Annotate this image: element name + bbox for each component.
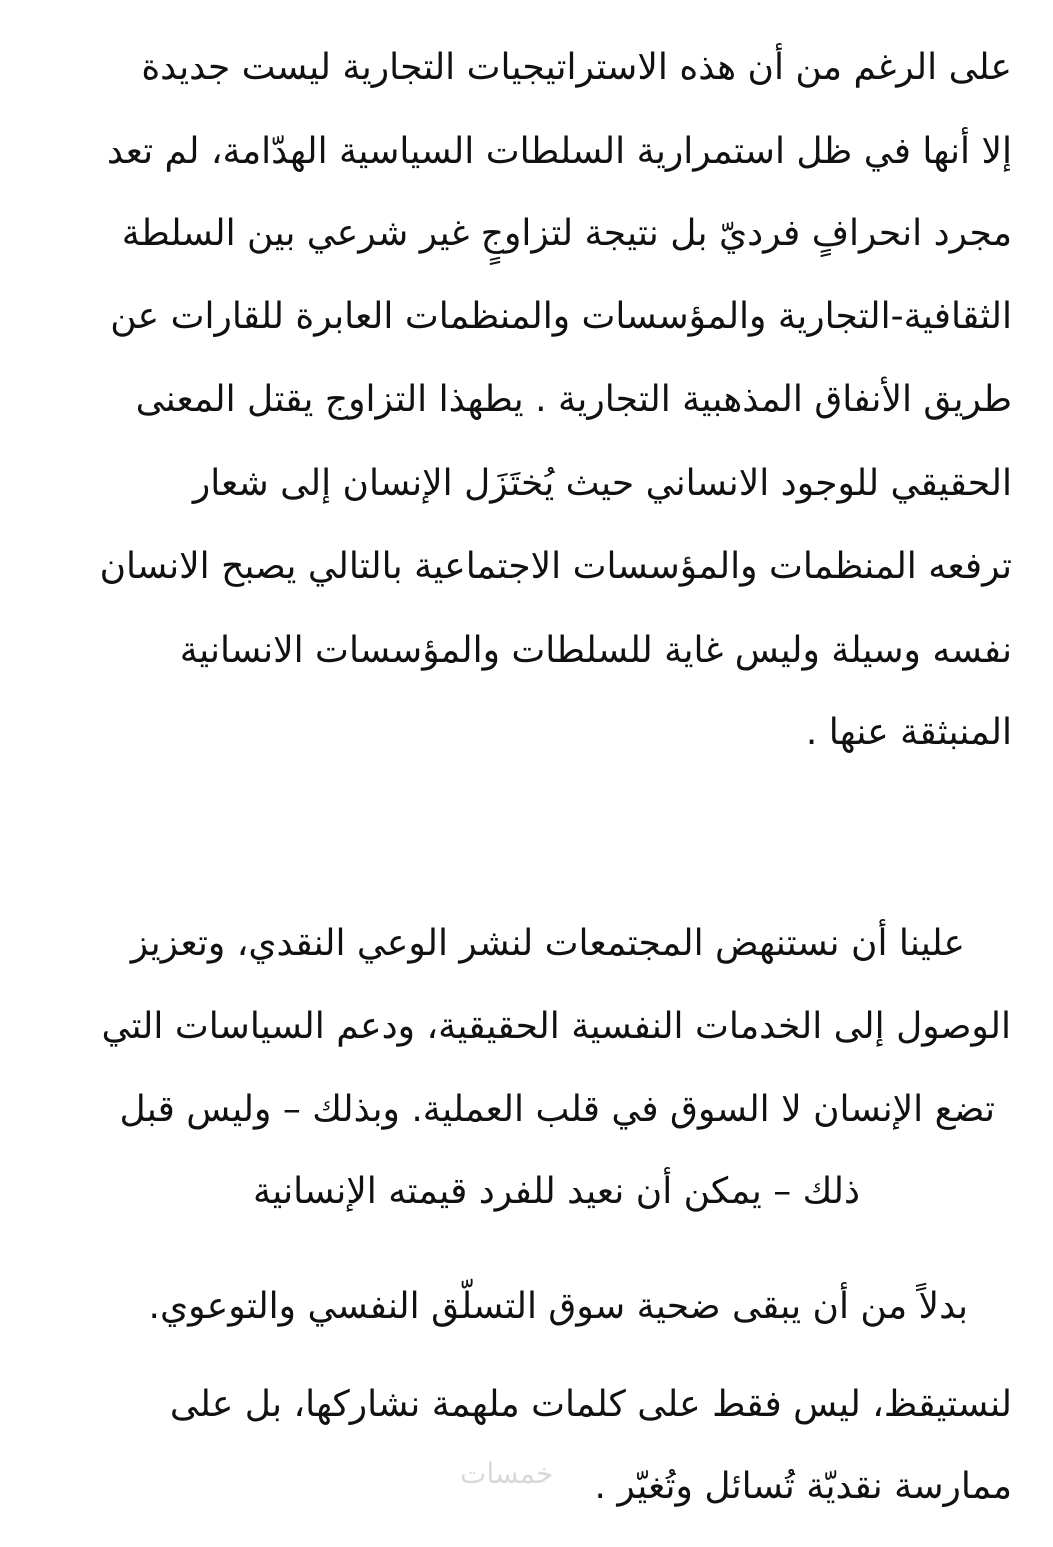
paragraph-line: ترفعه المنظمات والمؤسسات الاجتماعية بالتالي يصبح الانسان xyxy=(99,546,1012,587)
paragraph-line: على الرغم من أن هذه الاستراتيجيات التجارية ليست جديدة xyxy=(141,47,1012,88)
paragraph-line: تضع الإنسان لا السوق في قلب العملية. وبذلك – وليس قبل xyxy=(119,1089,995,1130)
paragraph-line: ذلك – يمكن أن نعيد للفرد قيمته الإنسانية xyxy=(252,1171,860,1212)
paragraph-line: نفسه وسيلة وليس غاية للسلطات والمؤسسات الانسانية xyxy=(179,630,1012,671)
paragraph-line: لنستيقظ، ليس فقط على كلمات ملهمة نشاركها، بل على xyxy=(169,1384,1012,1425)
paragraph-line: الثقافية-التجارية والمؤسسات والمنظمات العابرة للقارات عن xyxy=(110,296,1012,337)
paragraph-line: مجرد انحرافٍ فرديّ بل نتيجة لتزاوجٍ غير شرعي بين السلطة xyxy=(121,213,1012,254)
paragraph-line: طريق الأنفاق المذهبية التجارية . يطهذا التزاوج يقتل المعنى xyxy=(135,379,1012,420)
paragraph-line: بدلاً من أن يبقى ضحية سوق التسلّق النفسي والتوعوي. xyxy=(148,1286,968,1327)
watermark-logo: خمسات xyxy=(460,1457,554,1490)
paragraph-line: ممارسة نقديّة تُسائل وتُغيّر . xyxy=(594,1466,1012,1507)
paragraph-line: إلا أنها في ظل استمرارية السلطات السياسية الهدّامة، لم تعد xyxy=(106,131,1012,172)
paragraph-line: الوصول إلى الخدمات النفسية الحقيقية، ودعم السياسات التي xyxy=(101,1006,1011,1047)
paragraph-line: المنبثقة عنها . xyxy=(805,712,1012,753)
paragraph-line: علينا أن نستنهض المجتمعات لنشر الوعي النقدي، وتعزيز xyxy=(130,923,965,964)
paragraph-line: الحقيقي للوجود الانساني حيث يُختَزَل الإنسان إلى شعار xyxy=(192,463,1012,504)
